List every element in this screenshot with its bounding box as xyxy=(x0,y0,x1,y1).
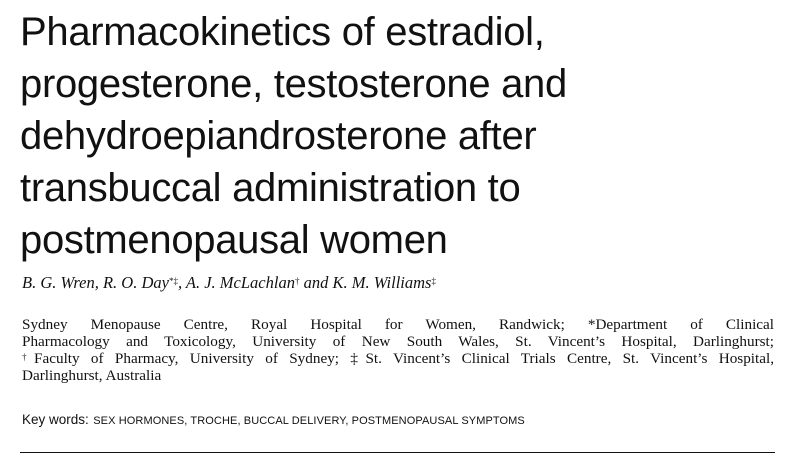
title-line: dehydroepiandrosterone after xyxy=(20,114,537,158)
keywords xyxy=(22,411,782,429)
keywords-label: Key words: xyxy=(22,412,89,427)
affiliation-line xyxy=(22,367,774,384)
author-name: R. O. Day xyxy=(102,273,169,292)
affiliation-text: Darlinghurst, Australia xyxy=(22,367,162,384)
author-name: B. G. Wren xyxy=(22,273,95,292)
author-marks: † xyxy=(294,276,300,286)
affiliation-mark: † xyxy=(22,352,35,362)
title-line: postmenopausal women xyxy=(20,218,448,262)
keywords-list: SEX HORMONES, TROCHE, BUCCAL DELIVERY, POSTMENOPAUSAL SYMPTOMS xyxy=(93,415,525,427)
author-marks: ‡ xyxy=(431,276,436,286)
title-line: progesterone, testosterone and xyxy=(20,62,567,106)
title-line: Pharmacokinetics of estradiol, xyxy=(20,10,545,54)
author-list xyxy=(22,273,782,293)
author-separator: and xyxy=(299,273,333,292)
author-name: K. M. Williams xyxy=(332,273,432,292)
author-separator: , xyxy=(94,273,103,292)
affiliation-text: Faculty of Pharmacy, University of Sydney; ‡St. Vincent’s Clinical Trials Centre, St. Vincent’s Hospital, xyxy=(34,350,775,367)
affiliation-text: Sydney Menopause Centre, Royal Hospital for Women, Randwick; *Department of Clinical xyxy=(22,316,774,333)
author-marks: *‡ xyxy=(168,276,178,286)
section-divider xyxy=(20,452,775,453)
title-line: transbuccal administration to xyxy=(20,166,521,210)
affiliation-line xyxy=(22,350,774,367)
affiliations xyxy=(22,316,774,384)
author-separator: , xyxy=(177,273,186,292)
affiliation-text: Pharmacology and Toxicology, University of New South Wales, St. Vincent’s Hospital, Darlinghurst; xyxy=(22,333,774,350)
article-title xyxy=(20,6,790,266)
affiliation-line xyxy=(22,333,774,350)
affiliation-line xyxy=(22,316,774,333)
author-name: A. J. McLachlan xyxy=(185,273,295,292)
